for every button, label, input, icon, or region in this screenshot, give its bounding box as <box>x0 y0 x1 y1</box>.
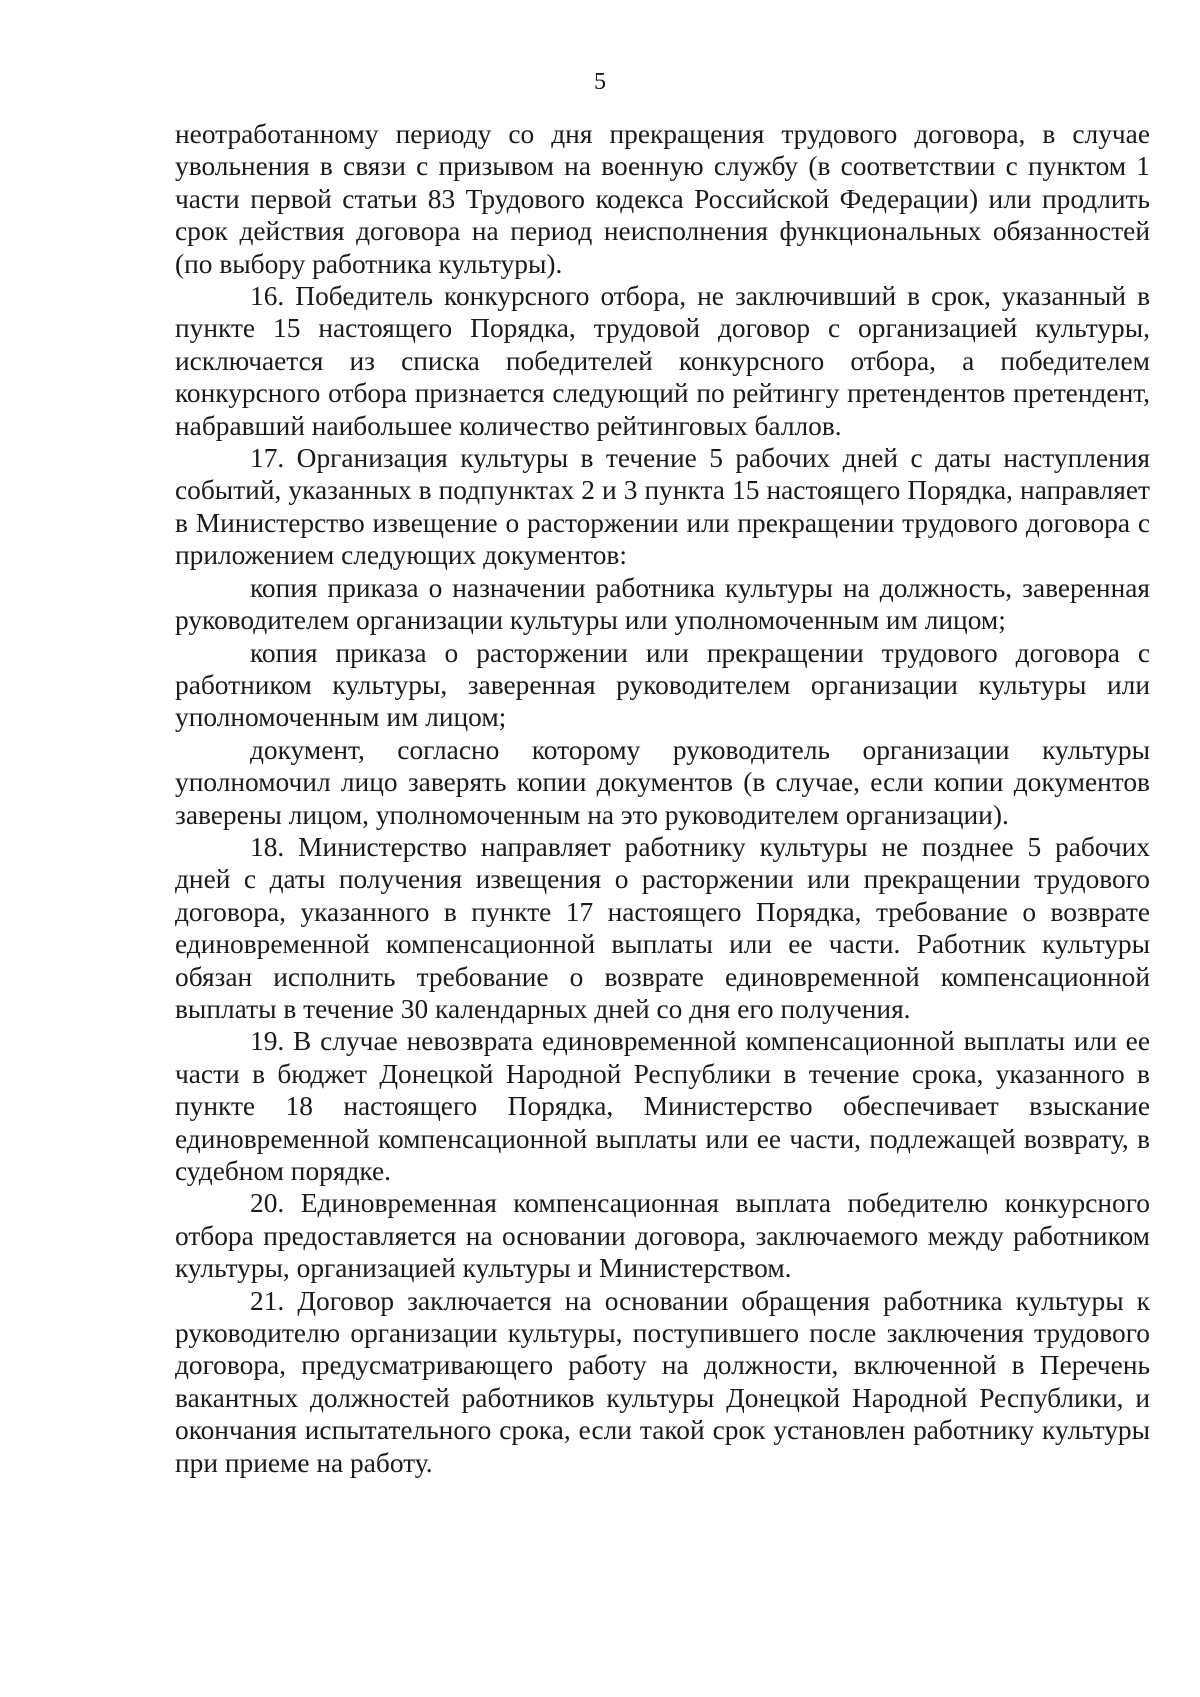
list-item-termination-order-copy: копия приказа о расторжении или прекращении трудового договора с работником культуры, заверенная руководителем организации культуры или уполномоченным им лицом; <box>175 637 1150 733</box>
paragraph-item-19: 19. В случае невозврата единовременной компенсационной выплаты или ее части в бюджет Донецкой Народной Республики в течение срока, указанного в пункте 18 настоящего Порядка, Министерство обеспечивает взыскание единовременной компенсационной выплаты или ее части, подлежащей возврату, в судебном порядке. <box>175 1026 1150 1186</box>
list-item-appointment-order-copy: копия приказа о назначении работника культуры на должность, заверенная руководителем организации культуры или уполномоченным им лицом; <box>175 572 1150 636</box>
page-number: 5 <box>594 69 606 95</box>
list-item-authorization-document: документ, согласно которому руководитель организации культуры уполномочил лицо заверять копии документов (в случае, если копии документов заверены лицом, уполномоченным на это руководителем организации). <box>175 734 1150 830</box>
paragraph-item-20: 20. Единовременная компенсационная выплата победителю конкурсного отбора предоставляется на основании договора, заключаемого между работником культуры, организацией культуры и Министерством. <box>175 1188 1150 1284</box>
paragraph-item-21: 21. Договор заключается на основании обращения работника культуры к руководителю организации культуры, поступившего после заключения трудового договора, предусматривающего работу на должности, включенной в Перечень вакантных должностей работников культуры Донецкой Народной Республики, и окончания испытательного срока, если такой срок установлен работнику культуры при приеме на работу. <box>175 1285 1150 1478</box>
paragraph-item-16: 16. Победитель конкурсного отбора, не заключивший в срок, указанный в пункте 15 настоящего Порядка, трудовой договор с организацией культуры, исключается из списка победителей конкурсного отбора, а победителем конкурсного отбора признается следующий по рейтингу претендентов претендент, набравший наибольшее количество рейтинговых баллов. <box>175 281 1150 441</box>
document-body <box>175 118 1150 1479</box>
paragraph-continuation: неотработанному периоду со дня прекращения трудового договора, в случае увольнения в связи с призывом на военную службу (в соответствии с пунктом 1 части первой статьи 83 Трудового кодекса Российской Федерации) или продлить срок действия договора на период неисполнения функциональных обязанностей (по выбору работника культуры). <box>175 119 1150 279</box>
paragraph-item-18: 18. Министерство направляет работнику культуры не позднее 5 рабочих дней с даты получения извещения о расторжении или прекращении трудового договора, указанного в пункте 17 настоящего Порядка, требование о возврате единовременной компенсационной выплаты или ее части. Работник культуры обязан исполнить требование о возврате единовременной компенсационной выплаты в течение 30 календарных дней со дня его получения. <box>175 831 1150 1024</box>
paragraph-item-17: 17. Организация культуры в течение 5 рабочих дней с даты наступления событий, указанных в подпунктах 2 и 3 пункта 15 настоящего Порядка, направляет в Министерство извещение о расторжении или прекращении трудового договора с приложением следующих документов: <box>175 443 1150 571</box>
